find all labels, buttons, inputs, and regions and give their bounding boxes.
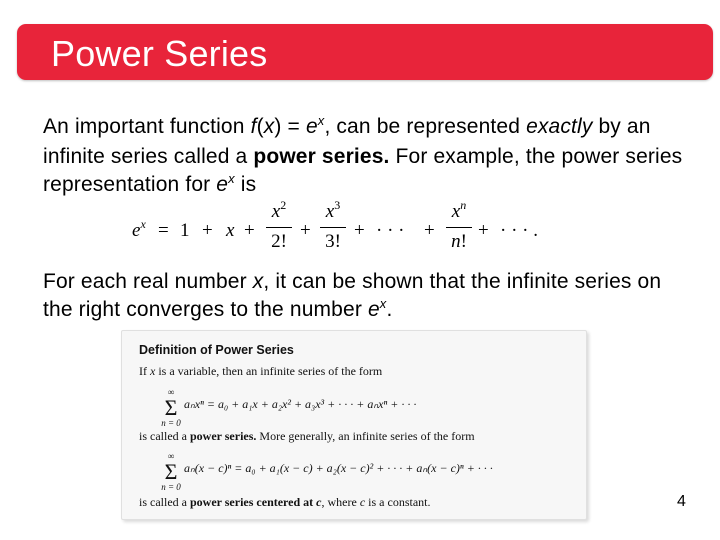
formula-one: 1 — [180, 220, 190, 241]
exponent-x: x — [228, 171, 235, 186]
fraction-x3-over-3fact: $x^3$ 3! — [320, 201, 346, 253]
var-f: f — [250, 115, 257, 138]
exponent-x: x — [317, 113, 325, 128]
title-bar — [17, 24, 713, 80]
fraction-x2-over-2fact: $x^2$ 2! — [266, 201, 292, 253]
exp-series-formula — [128, 198, 568, 257]
term-power-series: power series. — [253, 145, 390, 168]
var-e: e — [305, 115, 318, 138]
formula-x: x — [226, 220, 235, 241]
convergence-paragraph — [43, 268, 693, 326]
text: is — [234, 173, 257, 196]
definition-line-2: is called a power series. More generally, an infinite series of the form — [139, 429, 475, 443]
exponent-x: x — [379, 296, 387, 311]
text: An important function — [43, 115, 251, 138]
text: , it can be shown that the infinite series on the right converges to the number — [43, 270, 662, 321]
formula-plus: + — [300, 220, 311, 241]
formula-lhs: $e^x$ — [132, 217, 146, 241]
text: ( — [256, 115, 264, 138]
definition-line-3: is called a power series centered at c, where c is a constant. — [139, 495, 431, 509]
var-e: e — [367, 298, 380, 321]
text: ) = — [274, 115, 306, 138]
var-x: x — [252, 270, 264, 293]
text: , can be represented — [324, 115, 527, 138]
intro-paragraph — [43, 113, 693, 201]
fraction-xn-over-nfact: $x^n$ n! — [446, 201, 472, 253]
sum-expression: aₙxⁿ = a₀ + a₁x + a₂x² + a₃x³ + · · · + aₙxⁿ + · · · — [184, 397, 417, 411]
slide-title: Power Series — [51, 33, 268, 74]
text: by an infinite series called a — [43, 115, 651, 168]
formula-plus: + — [202, 220, 213, 241]
formula-plus: + — [244, 220, 255, 241]
formula-dots: · · · — [376, 220, 405, 241]
centered-power-series-sum — [160, 451, 580, 491]
formula-plus: + — [424, 220, 435, 241]
var-x: x — [263, 115, 275, 138]
summation-sign: ∞ Σ n = 0 — [161, 451, 181, 492]
emphasis-exactly: exactly — [526, 115, 593, 138]
formula-equals: = — [158, 220, 169, 241]
formula-trailing-dots: · · · . — [500, 220, 538, 241]
page-number: 4 — [677, 493, 686, 510]
summation-sign: ∞ Σ n = 0 — [161, 387, 181, 428]
formula-plus: + — [478, 220, 489, 241]
definition-line-1: If x is a variable, then an infinite series of the form — [139, 364, 383, 378]
text: . — [386, 298, 393, 321]
text: For each real number — [43, 270, 253, 293]
definition-title: Definition of Power Series — [139, 343, 294, 357]
sum-expression: aₙ(x − c)ⁿ = a₀ + a₁(x − c) + a₂(x − c)² + · · · + aₙ(x − c)ⁿ + · · · — [184, 461, 493, 475]
definition-box — [121, 330, 587, 520]
text: For example, the power series representation for — [43, 145, 683, 196]
var-e: e — [216, 173, 229, 196]
power-series-sum — [160, 387, 580, 427]
formula-plus: + — [354, 220, 365, 241]
